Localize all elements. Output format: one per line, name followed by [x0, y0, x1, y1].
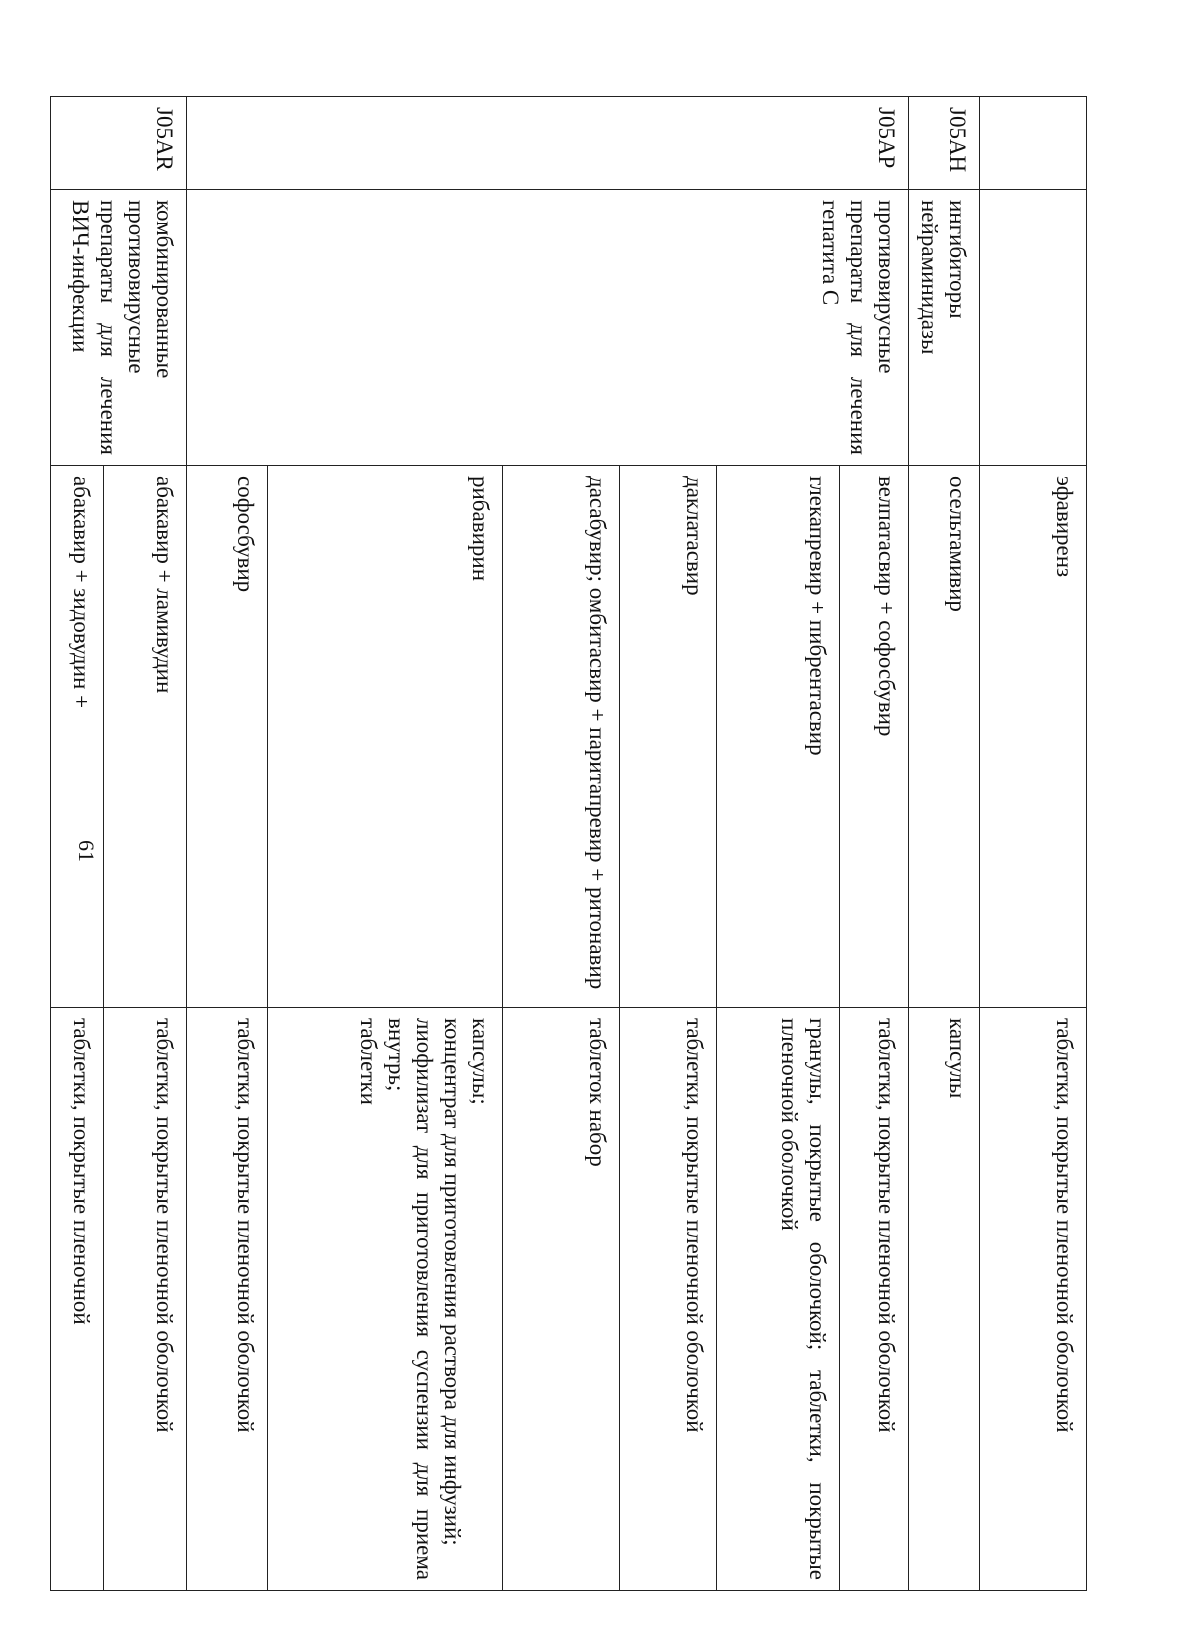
page-number: 61 [74, 840, 99, 862]
drug-name: эфавиренз [980, 466, 1087, 1008]
drug-name: абакавир + зидовудин + [50, 466, 103, 1008]
dosage-form-line: капсулы; [467, 1018, 493, 1105]
atc-code: J05AH [908, 97, 979, 190]
table-row [980, 97, 1087, 1591]
dosage-form: таблетки, покрытые пленочной оболочкой [186, 1008, 267, 1591]
dosage-form: таблетки, покрытые пленочной [50, 1008, 103, 1591]
table-row [839, 97, 908, 1591]
drug-name: велпатасвир + софосбувир [839, 466, 908, 1008]
drug-name: рибавирин [267, 466, 502, 1008]
drug-group: ингибиторы нейраминидазы [908, 190, 979, 466]
drug-name: дасабувир; омбитасвир + паритапревир + ритонавир [502, 466, 619, 1008]
drug-name: осельтамивир [908, 466, 979, 1008]
drug-name: глекапревир + пибрентасвир [716, 466, 839, 1008]
atc-code: J05AR [50, 97, 186, 190]
table-row [103, 97, 186, 1591]
dosage-form: таблеток набор [502, 1008, 619, 1591]
dosage-form: таблетки, покрытые пленочной оболочкой [103, 1008, 186, 1591]
atc-code [980, 97, 1087, 190]
dosage-form: таблетки, покрытые пленочной оболочкой [839, 1008, 908, 1591]
drug-group: противовирусные препараты для лечения гепатита C [186, 190, 908, 466]
dosage-form: таблетки, покрытые пленочной оболочкой [980, 1008, 1087, 1591]
dosage-form [267, 1008, 502, 1591]
table-row [908, 97, 979, 1591]
drug-name: даклатасвир [619, 466, 716, 1008]
dosage-form-line: концентрат для приготовления раствора для инфузий; [439, 1018, 465, 1546]
drug-name: абакавир + ламивудин [103, 466, 186, 1008]
dosage-form: капсулы [908, 1008, 979, 1591]
drug-group [980, 190, 1087, 466]
drug-group: комбинированные противовирусные препараты для лечения ВИЧ-инфекции [50, 190, 186, 466]
dosage-form: гранулы, покрытые оболочкой; таблетки, покрытые пленочной оболочкой [716, 1008, 839, 1591]
atc-code: J05AP [186, 97, 908, 190]
dosage-form-line: лиофилизат для приготовления суспензии для приема внутрь; [383, 1018, 437, 1580]
drug-name: софосбувир [186, 466, 267, 1008]
dosage-form-line: таблетки [355, 1018, 381, 1105]
drug-table [50, 96, 1087, 1591]
dosage-form: таблетки, покрытые пленочной оболочкой [619, 1008, 716, 1591]
